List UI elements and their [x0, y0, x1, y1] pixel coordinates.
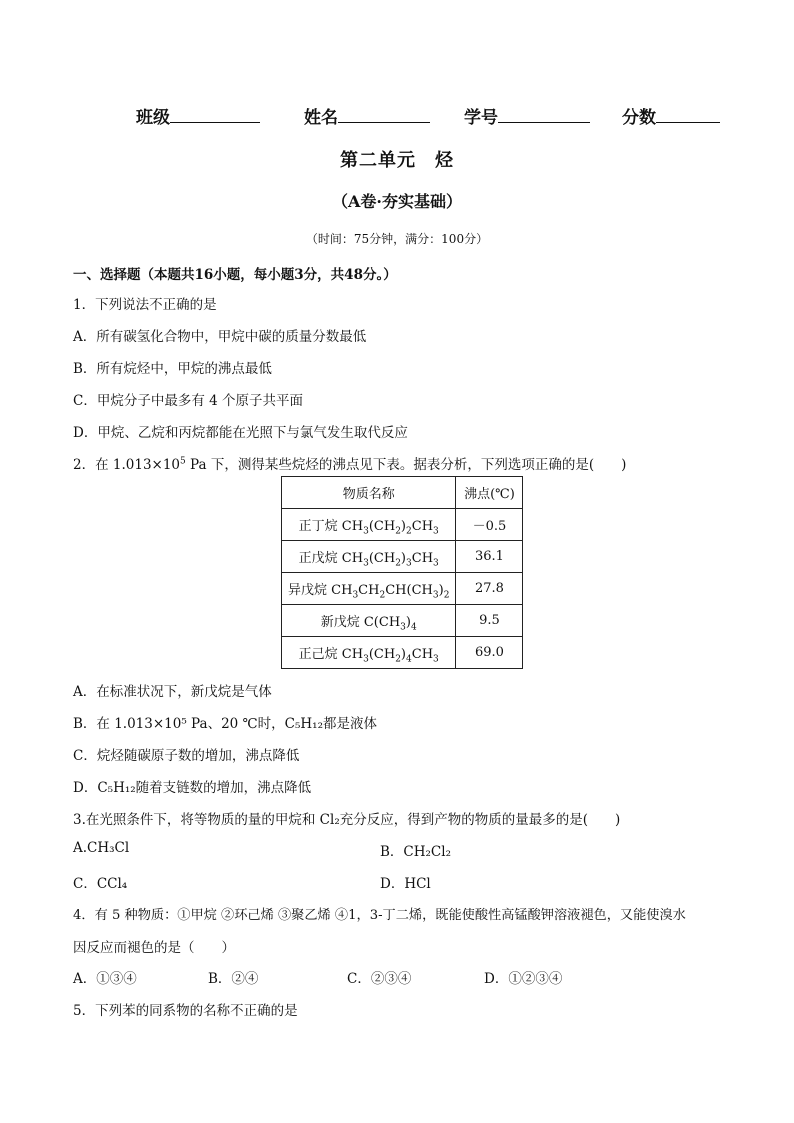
table-cell-name: 正己烷 $CH_3(CH_2)_4CH_3$ — [282, 637, 456, 669]
q3-option-b: B．CH₂Cl₂ — [380, 844, 451, 860]
student-info-header — [0, 103, 794, 133]
q1-stem: 1．下列说法不正确的是 — [73, 297, 217, 313]
student-id-label: 学号 — [464, 108, 498, 128]
q3-option-d: D．HCl — [380, 876, 431, 892]
table-cell-bp: 36.1 — [456, 541, 523, 573]
q3-option-a: A.CH₃Cl — [73, 840, 130, 856]
q4-option-c: C．②③④ — [347, 971, 412, 987]
class-blank[interactable] — [170, 108, 260, 123]
q3-stem: 3.在光照条件下，将等物质的量的甲烷和 Cl₂充分反应，得到产物的物质的量最多的是( ) — [73, 812, 621, 828]
q5-stem: 5．下列苯的同系物的名称不正确的是 — [73, 1003, 298, 1019]
student-id-blank[interactable] — [498, 108, 590, 123]
table-cell-bp: －0.5 — [456, 509, 523, 541]
q4-stem-line1: 4．有 5 种物质：①甲烷 ②环己烯 ③聚乙烯 ④1，3-丁二烯，既能使酸性高锰酸钾溶液褪色，又能使溴水 — [73, 908, 686, 923]
q4-stem-line2: 因反应而褪色的是（ ） — [73, 940, 235, 956]
table-cell-name: 异戊烷 $CH_3CH_2CH(CH_3)_2$ — [282, 573, 456, 605]
name-field — [304, 103, 430, 128]
q4-option-a: A．①③④ — [73, 971, 137, 987]
class-label: 班级 — [136, 108, 170, 128]
table-header-name: 物质名称 — [282, 477, 456, 509]
table-row — [282, 573, 523, 605]
q1-option-c: C．甲烷分子中最多有 4 个原子共平面 — [73, 393, 304, 409]
q2-stem-part2: Pa 下，测得某些烷烃的沸点见下表。据表分析，下列选项正确的是( ) — [185, 457, 627, 473]
time-info: （时间：75分钟，满分：100分） — [305, 232, 489, 246]
score-blank[interactable] — [656, 108, 720, 123]
q2-option-c: C．烷烃随碳原子数的增加，沸点降低 — [73, 748, 300, 764]
table-cell-name: 正戊烷 $CH_3(CH_2)_3CH_3$ — [282, 541, 456, 573]
q2-stem-exponent: 5 — [180, 456, 186, 467]
boiling-point-table — [281, 476, 523, 669]
name-blank[interactable] — [338, 108, 430, 123]
table-row — [282, 605, 523, 637]
page-title: 第二单元 烃 — [340, 150, 454, 171]
table-cell-name: 正丁烷 $CH_3(CH_2)_2CH_3$ — [282, 509, 456, 541]
q1-option-a: A．所有碳氢化合物中，甲烷中碳的质量分数最低 — [73, 329, 367, 345]
table-cell-name: 新戊烷 $C(CH_3)_4$ — [282, 605, 456, 637]
q2-option-d: D．C₅H₁₂随着支链数的增加，沸点降低 — [73, 780, 312, 796]
table-cell-bp: 9.5 — [456, 605, 523, 637]
q3-option-c: C．CCl₄ — [73, 876, 128, 892]
score-label: 分数 — [622, 108, 656, 128]
name-label: 姓名 — [304, 108, 338, 128]
q4-option-d: D．①②③④ — [484, 971, 563, 987]
table-cell-bp: 69.0 — [456, 637, 523, 669]
q2-stem-part1: 2．在 1.013×10 — [73, 457, 181, 473]
table-row — [282, 541, 523, 573]
table-cell-bp: 27.8 — [456, 573, 523, 605]
q4-option-b: B．②④ — [208, 971, 259, 987]
class-field — [136, 103, 260, 128]
score-field — [622, 103, 720, 128]
page-subtitle: （A卷·夯实基础） — [332, 192, 462, 211]
section-heading: 一、选择题（本题共16小题，每小题3分，共48分。） — [73, 267, 397, 283]
student-id-field — [464, 103, 590, 128]
q2-stem — [73, 453, 626, 473]
q2-option-b: B．在 1.013×10⁵ Pa、20 ℃时，C₅H₁₂都是液体 — [73, 716, 377, 732]
table-header-row — [282, 477, 523, 509]
table-header-bp: 沸点(℃) — [456, 477, 523, 509]
q1-option-d: D．甲烷、乙烷和丙烷都能在光照下与氯气发生取代反应 — [73, 425, 408, 441]
q2-option-a: A．在标准状况下，新戊烷是气体 — [73, 684, 272, 700]
table-row — [282, 509, 523, 541]
table-row — [282, 637, 523, 669]
q1-option-b: B．所有烷烃中，甲烷的沸点最低 — [73, 361, 272, 377]
